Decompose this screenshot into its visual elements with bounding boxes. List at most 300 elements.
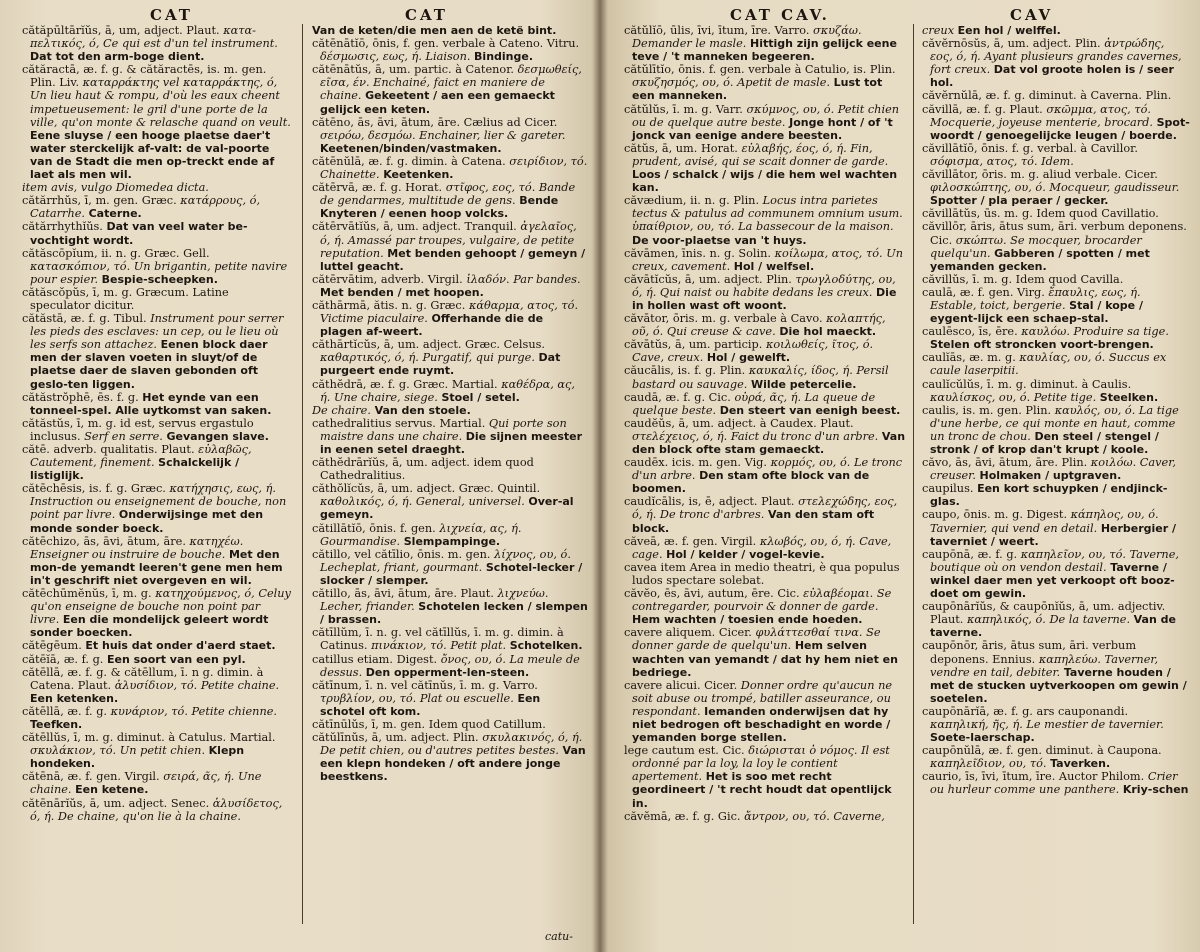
entry-dutch-translation: Onderwijsinge met den monde sonder boeck. xyxy=(30,508,264,535)
entry-definition: κατηχούμενος, ό, Celuy qu'on enseigne de bouche non point par livre. xyxy=(30,587,291,627)
dictionary-entry xyxy=(312,731,588,783)
entry-definition: Instrument pour serrer les pieds des esclaves: un cep, ou le lieu où les serfs son attachez. xyxy=(30,312,284,352)
dictionary-entry xyxy=(312,181,588,220)
entry-definition: πινάκιον, τό. Petit plat. xyxy=(371,639,507,653)
entry-definition: καπηλεῖον, ου, τό. Taverne, boutique où on vendon destail. xyxy=(930,547,1179,574)
dictionary-entry xyxy=(22,391,292,417)
dictionary-entry xyxy=(624,312,906,338)
dictionary-entry xyxy=(922,770,1190,796)
entry-headword: cătēnā, æ. f. gen. Virgil. xyxy=(22,770,160,784)
dictionary-entry xyxy=(624,194,906,246)
dictionary-entry xyxy=(624,587,906,626)
entry-definition: τρυβλίον, ου, τό. Plat ou escuelle. xyxy=(320,691,514,705)
entry-dutch-translation: Caterne. xyxy=(88,207,142,221)
dictionary-entry xyxy=(312,679,588,718)
entry-definition: Donner ordre qu'aucun ne soit abuse ou trompé, batiller asseurance, ou respondant. xyxy=(632,678,893,718)
entry-definition: καπηλεύω. Taverner, vendre en tail, debiter. xyxy=(930,652,1159,679)
entry-definition: Qui porte son maistre dans une chaire. xyxy=(320,416,567,443)
entry-headword: cătērvā, æ. f. g. Horat. xyxy=(312,181,443,195)
entry-headword: caudĕŭs, ā, um. adject. à Caudex. Plaut. xyxy=(624,416,854,430)
dictionary-entry xyxy=(22,312,292,391)
dictionary-entry xyxy=(624,744,906,809)
entry-headword: căvĕrnōsŭs, ā, um. adject. Plin. xyxy=(922,37,1101,51)
entry-dutch-translation: Gabberen / spotten / met yemanden gecken. xyxy=(930,246,1150,273)
entry-dutch-translation: Herbergier / taverniet / weert. xyxy=(930,521,1177,548)
dictionary-entry xyxy=(624,626,906,678)
entry-headword: caupōnōr, āris, ātus sum, āri. verbum deponens. Ennius. xyxy=(922,639,1137,666)
entry-definition: κοίλωμα, ατος, τό. Un creux, cavement. xyxy=(632,246,904,273)
catchword: catu- xyxy=(545,930,573,943)
dictionary-entry xyxy=(22,797,292,823)
entry-definition: κοιλωθείς, ῖτος, ό. Cave, creux. xyxy=(632,338,874,365)
entry-headword: caulis, is. m. gen. Plin. xyxy=(922,403,1052,417)
entry-dutch-translation: Stal / kope / eygent-lijck een schaep-stal. xyxy=(930,298,1143,326)
entry-dutch-translation: Dat vol groote holen is / seer hol. xyxy=(930,63,1174,90)
entry-headword: cătăstŭs, ī, m. g. id est, servus ergastulo inclusus. xyxy=(22,416,254,443)
right-page-column-1 xyxy=(624,24,906,944)
entry-headword: cătŭlītĭo, ōnis. f. gen. verbale à Catulio, is. Plin. xyxy=(624,63,896,77)
dictionary-entry xyxy=(22,653,292,666)
dictionary-entry xyxy=(22,535,292,587)
entry-headword: căvillātor, ōris. m. g. aliud verbale. Cicer. xyxy=(922,168,1158,182)
entry-definition: ἄντρον, ου, τό. Caverne, xyxy=(744,809,885,823)
entry-headword: căthārtĭcŭs, ā, um. adject. Græc. Celsus. xyxy=(312,338,545,352)
entry-headword: caudēx. icis. m. gen. Vig. xyxy=(624,456,768,470)
dictionary-entry xyxy=(624,391,906,417)
entry-dutch-translation: Gevangen slave. xyxy=(166,429,269,443)
entry-dutch-translation: Het is soo met recht geordineert / 't recht houdt dat opentlijck in. xyxy=(632,770,892,810)
entry-headword: caupōnārĭā, æ. f. g. ars cauponandi. xyxy=(922,704,1129,718)
entry-definition: σόφισμα, ατος, τό. Idem. xyxy=(930,154,1074,168)
entry-headword: cătŭs, ā, um. Horat. xyxy=(624,141,738,155)
dictionary-entry xyxy=(922,168,1190,207)
entry-definition: Serf en serre. xyxy=(84,429,163,443)
entry-definition: κορμός, ου, ό. Le tronc d'un arbre. xyxy=(632,456,903,483)
entry-headword: caudā, æ. f. g. Cic. xyxy=(624,390,731,404)
dictionary-entry xyxy=(624,535,906,561)
dictionary-entry xyxy=(312,37,588,63)
entry-definition: καυλίσκος, ου, ό. Petite tige. xyxy=(930,390,1097,404)
entry-dutch-translation: Et huis dat onder d'aerd staet. xyxy=(85,639,276,653)
entry-headword: lege cautum est. Cic. xyxy=(624,744,745,758)
entry-dutch-translation: Bespie-scheepken. xyxy=(101,272,218,286)
dictionary-entry xyxy=(312,417,588,456)
entry-dutch-translation: Taverken. xyxy=(1050,757,1111,771)
entry-headword: căvātĭcŭs, ā, um. adject. Plin. xyxy=(624,272,792,286)
entry-dutch-translation: Van den stoele. xyxy=(374,403,471,417)
dictionary-entry xyxy=(922,378,1190,404)
entry-headword: cătŭlĭō, ūlis, īvi, ītum, īre. Varro. xyxy=(624,24,810,37)
entry-dutch-translation: Bindinge. xyxy=(474,50,534,64)
entry-definition: κοιλόω. Caver, creuser. xyxy=(930,456,1176,483)
entry-dutch-translation: Eene sluyse / een hooge plaetse daer't water sterckelijk af-valt: de val-poorte van de Stadt die men op-treckt ende af laet als men wil. xyxy=(30,128,275,182)
dictionary-entry xyxy=(22,443,292,482)
dictionary-entry xyxy=(312,404,588,417)
entry-definition: κάπηλος, ου, ό. Tavernier, qui vend en detail. xyxy=(930,508,1159,535)
entry-dutch-translation: Den steert van eenigh beest. xyxy=(719,403,901,417)
entry-definition: ἁλυσίδετος, ό, ή. De chaine, qu'on lie à la chaine. xyxy=(30,796,283,823)
column-divider xyxy=(913,24,914,924)
entry-dutch-translation: Iemanden onderwijsen dat hy niet bedrogen oft beschadight en worde / yemanden borge stellen. xyxy=(632,704,891,745)
entry-headword: căvātŭs, ā, um. particip. xyxy=(624,338,763,352)
entry-headword: cătēchēsis, is. f. g. Græc. xyxy=(22,482,166,496)
dictionary-entry xyxy=(922,744,1190,770)
entry-definition: κυνάριον, τό. Petite chienne. xyxy=(110,704,278,718)
entry-headword: căthĕdrārĭŭs, ā, um. adject. idem quod Cathedralitius. xyxy=(312,456,534,483)
dictionary-entry xyxy=(22,731,292,770)
entry-dutch-translation: Een ketenken. xyxy=(30,691,119,705)
entry-dutch-translation: Schalckelijk / listiglijk. xyxy=(30,456,240,483)
entry-definition: ὄνος, ου, ό. La meule de dessus. xyxy=(320,652,580,679)
entry-dutch-translation: Schotelen lecken / slempen / brassen. xyxy=(320,600,588,627)
entry-headword: cătē. adverb. qualitatis. Plaut. xyxy=(22,443,195,456)
dictionary-entry xyxy=(312,482,588,521)
entry-headword: cătērvātĭŭs, ā, um. adject. Tranquil. xyxy=(312,220,517,234)
dictionary-entry xyxy=(922,456,1190,482)
entry-headword: căvĕmā, æ. f. g. Gic. xyxy=(624,809,741,823)
dictionary-entry xyxy=(922,89,1190,102)
dictionary-entry xyxy=(922,639,1190,704)
entry-headword: căthĕdrā, æ. f. g. Græc. Martial. xyxy=(312,377,498,391)
dictionary-entry xyxy=(22,666,292,705)
dictionary-entry xyxy=(624,24,906,63)
entry-definition: Crier ou hurleur comme une panthere. xyxy=(930,770,1178,797)
entry-dutch-translation: Hol / gewelft. xyxy=(706,351,791,365)
entry-definition: κατήχησις, εως, ή. Instruction ou enseignement de bouche, non point par livre. xyxy=(30,482,287,522)
dictionary-entry xyxy=(312,220,588,272)
entry-headword: căvĕrnŭlā, æ. f. g. diminut. à Caverna. Plin. xyxy=(922,89,1172,103)
entry-headword: cătēllā, æ. f. g. & cătēllum, ī. n g. dimin. à Catena. Plaut. xyxy=(22,665,264,692)
entry-definition: φυλάττεσθαί τινα. Se donner garde de quelqu'un. xyxy=(632,626,881,653)
entry-definition: εὐλαβῶς, Cautement, finement. xyxy=(30,443,252,470)
entry-dutch-translation: Jonge hont / of 't jonck van eenige andere beesten. xyxy=(632,115,893,142)
entry-headword: caudĭcālis, is, ē, adject. Plaut. xyxy=(624,495,795,509)
entry-definition: κλωβός, ου, ό, ή. Cave, cage. xyxy=(632,534,892,561)
entry-definition: καυλός, ου, ό. La tige d'une herbe, ce qui monte en haut, comme un tronc de chou. xyxy=(930,403,1179,443)
entry-definition: σκῶμμα, ατος, τό. Mocquerie, joyeuse menterie, brocard. xyxy=(930,102,1153,129)
entry-dutch-translation: Een soort van een pyl. xyxy=(107,652,246,666)
dictionary-entry xyxy=(922,325,1190,351)
dictionary-entry xyxy=(312,378,588,404)
entry-dutch-translation: Een die mondelijck geleert wordt sonder boecken. xyxy=(30,613,269,640)
entry-definition: δεσμωθείς, εῖσα, έν. Enchainé, faict en maniere de chaine. xyxy=(320,63,582,103)
dictionary-entry xyxy=(22,220,292,246)
dictionary-entry xyxy=(922,207,1190,220)
entry-headword: cătēnātĭō, ōnis, f. gen. verbale à Cateno. Vitru. xyxy=(312,37,580,51)
dictionary-entry xyxy=(312,653,588,679)
dictionary-entry xyxy=(312,24,588,37)
right-page xyxy=(600,0,1200,952)
dictionary-entry xyxy=(922,220,1190,272)
left-page-column-1 xyxy=(22,24,292,944)
dictionary-entry xyxy=(624,63,906,102)
dictionary-entry xyxy=(922,142,1190,168)
entry-headword: cătăstrŏphē, ēs. f. g. xyxy=(22,390,139,404)
entry-dutch-translation: Van den stam oft block. xyxy=(632,508,875,535)
entry-headword: cătīnum, ī. n. vel cătīnŭs, ī. m. g. Varro. xyxy=(312,678,538,692)
entry-headword: cătēgēum. xyxy=(22,639,82,653)
entry-definition: καπηλικός, ό. De la taverne. xyxy=(966,613,1131,627)
dictionary-entry xyxy=(312,299,588,338)
right-page-header-right: CAV xyxy=(1010,6,1054,24)
entry-dutch-translation: Den steel / stengel / stronk / of krop dan't krupt / koole. xyxy=(930,429,1159,456)
dictionary-entry xyxy=(312,587,588,626)
entry-headword: caulēsco, īs, ēre. xyxy=(922,325,1018,339)
entry-headword: căvātor, ōris. m. g. verbale à Cavo. xyxy=(624,312,823,326)
entry-dutch-translation: Wilde petercelie. xyxy=(750,377,857,391)
entry-headword: cătēnārĭŭs, ā, um. adject. Senec. xyxy=(22,796,210,810)
entry-definition: ἁλυσίδιον, τό. Petite chaine. xyxy=(114,678,280,692)
entry-definition: λίχνος, ου, ό. Lecheplat, friant, gourmant. xyxy=(320,547,571,574)
entry-definition: κατηχέω. Enseigner ou instruire de bouche. xyxy=(30,534,244,561)
entry-headword: cătērvātim, adverb. Virgil. xyxy=(312,272,463,286)
entry-definition: ἔπαυλις, εως, ή. Estable, toict, bergerie. xyxy=(930,285,1141,312)
entry-dutch-translation: Bende Knyteren / eenen hoop volcks. xyxy=(320,194,559,221)
entry-definition: εὐλαβέομαι. Se contregarder, pourvoir & donner de garde. xyxy=(632,587,892,614)
entry-dutch-translation: Schotelken. xyxy=(509,639,583,653)
entry-definition: καπηλική, ῆς, ή. Le mestier de tavernier. xyxy=(930,717,1164,731)
entry-dutch-translation: Met den mon-de yemandt leeren't gene men hem in't geschrift niet overgeven en wil. xyxy=(30,547,283,587)
entry-headword: cătēĭā, æ. f. g. xyxy=(22,652,104,666)
entry-headword: cătŭlīnŭs, ā, um. adject. Plin. xyxy=(312,731,479,745)
entry-headword: cavea item Area in medio theatri, è qua populus ludos spectare solebat. xyxy=(624,560,900,587)
entry-dutch-translation: Hol / welfsel. xyxy=(733,259,815,273)
entry-headword: cătēchizo, ās, āvi, ātum, āre. xyxy=(22,534,186,548)
dictionary-entry xyxy=(22,770,292,796)
dictionary-entry xyxy=(312,63,588,115)
entry-definition: ἰλαδόν. Par bandes. xyxy=(466,272,581,286)
dictionary-entry xyxy=(624,495,906,534)
entry-headword: căvædium, ii. n. g. Plin. xyxy=(624,194,760,208)
entry-definition: σειρόω, δεσμόω. Enchainer, lier & gareter. xyxy=(320,128,566,142)
entry-headword: caupilus. xyxy=(922,482,974,496)
left-page-column-2 xyxy=(312,24,588,944)
entry-definition: creux xyxy=(922,24,955,37)
entry-dutch-translation: Van de taverne. xyxy=(930,613,1176,640)
entry-dutch-translation: Klepn hondeken. xyxy=(30,744,245,771)
entry-dutch-translation: Den opperment-len-steen. xyxy=(365,665,530,679)
dictionary-entry xyxy=(312,548,588,587)
entry-definition: σειρίδιον, τό. Chainette. xyxy=(320,154,588,182)
entry-dutch-translation: Taverne houden / met de stucken uytverkoopen om gewin / soetelen. xyxy=(930,665,1187,705)
entry-dutch-translation: Spotter / pla peraer / gecker. xyxy=(930,194,1109,208)
entry-dutch-translation: Gekeetent / aen een gemaeckt gelijck een keten. xyxy=(320,89,555,116)
entry-headword: căthārmā, ătis. n. g. Græc. xyxy=(312,298,466,312)
dictionary-entry xyxy=(922,404,1190,456)
dictionary-entry xyxy=(22,587,292,639)
dictionary-entry xyxy=(922,508,1190,547)
dictionary-entry xyxy=(22,63,292,181)
entry-dutch-translation: Soete-laerschap. xyxy=(930,731,1035,745)
entry-headword: cătēchūmĕnŭs, ī, m. g. xyxy=(22,587,152,601)
entry-dutch-translation: Dat van veel water be-vochtight wordt. xyxy=(30,220,248,247)
entry-dutch-translation: Met benden / met hoopen. xyxy=(320,285,484,299)
entry-dutch-translation: Het eynde van een tonneel-spel. Alle uytkomst van saken. xyxy=(30,390,272,417)
right-page-header-left: CAT CAV. xyxy=(730,6,830,24)
entry-definition: λιχνεύω. Lecher, friander. xyxy=(320,587,549,614)
entry-dutch-translation: Van de keten/die men aen de ketë bint. xyxy=(312,24,557,37)
entry-headword: căvillā, æ. f. g. Plaut. xyxy=(922,102,1043,116)
dictionary-entry xyxy=(922,103,1190,142)
entry-definition: καθέδρα, ας, ή. Une chaire, siege. xyxy=(320,377,575,404)
entry-dutch-translation: Slempampinge. xyxy=(403,534,501,548)
entry-headword: căvillātĭō, ōnis. f. g. verbal. à Cavillor. xyxy=(922,141,1138,155)
dictionary-entry xyxy=(312,718,588,731)
entry-definition: De chaire. xyxy=(312,403,371,417)
dictionary-entry xyxy=(624,103,906,142)
dictionary-entry xyxy=(22,417,292,443)
entry-definition: εὐλαβής, έος, ό, ή. Fin, prudent, avisé, qui se scait donner de garde. xyxy=(632,141,889,168)
entry-definition: κατασκόπιον, τό. Un brigantin, petite navire pour espier. xyxy=(30,259,288,286)
entry-headword: cătărrhŭs, ī, m. gen. Græc. xyxy=(22,194,177,208)
dictionary-entry xyxy=(922,37,1190,89)
entry-definition: καθολικός, ό, ή. General, universel. xyxy=(320,495,525,509)
dictionary-entry xyxy=(922,482,1190,508)
entry-headword: cătăscōpĭum, ii. n. g. Græc. Gell. xyxy=(22,246,210,260)
entry-dutch-translation: Die sijnen meester in eenen setel draeght. xyxy=(320,429,583,456)
entry-headword: caupōnŭlā, æ. f. gen. diminut. à Caupona. xyxy=(922,744,1162,758)
entry-dutch-translation: Een kort schuypken / endjinck-glas. xyxy=(930,482,1168,509)
entry-definition: item avis, vulgo Diomedea dicta. xyxy=(22,181,209,195)
entry-definition: σκύμνος, ου, ό. Petit chien ou de quelque autre beste. xyxy=(632,102,900,129)
entry-headword: cătăractā, æ. f. g. & cătăractēs, is. m. gen. Plin. Liv. xyxy=(22,63,267,90)
dictionary-entry xyxy=(624,247,906,273)
entry-definition: καυλίας, ου, ό. Succus ex caule laserpitii. xyxy=(930,351,1167,378)
dictionary-entry xyxy=(624,417,906,456)
entry-definition: σκώπτω. Se mocquer, brocarder quelqu'un. xyxy=(930,233,1142,260)
dictionary-entry xyxy=(312,338,588,377)
entry-definition: ἀγελαῖος, ό, ή. Amassé par troupes, vulgaire, de petite reputation. xyxy=(320,220,577,260)
dictionary-entry xyxy=(922,273,1190,286)
entry-definition: κάθαρμα, ατος, τό. Victime piaculaire. xyxy=(320,298,579,326)
left-page-header-right: CAT xyxy=(405,6,448,24)
entry-headword: cavere alicui. Cicer. xyxy=(624,678,738,692)
book-gutter xyxy=(592,0,608,952)
dictionary-entry xyxy=(22,639,292,652)
dictionary-entry xyxy=(22,482,292,534)
left-page-header-left: CAT xyxy=(150,6,193,24)
right-page-column-2 xyxy=(922,24,1190,944)
column-divider xyxy=(302,24,303,924)
entry-headword: căvillōr, āris, ātus sum, āri. verbum deponens. Cic. xyxy=(922,220,1187,247)
dictionary-entry xyxy=(22,247,292,286)
entry-headword: cătillo, vel cătīlio, ōnis. m. gen. xyxy=(312,547,491,561)
entry-headword: cătīnūlŭs, ī, m. gen. Idem quod Catillum. xyxy=(312,717,546,731)
entry-dutch-translation: Hol / kelder / vogel-kevie. xyxy=(666,547,825,561)
entry-definition: καπηλεῖδιον, ου, τό. xyxy=(930,757,1047,771)
entry-headword: cătăstā, æ. f. g. Tibul. xyxy=(22,312,147,326)
dictionary-entry xyxy=(624,142,906,194)
entry-headword: căveā, æ. f. gen. Virgil. xyxy=(624,534,757,548)
entry-headword: cătēllŭs, ī, m. g. diminut. à Catulus. Martial. xyxy=(22,731,276,745)
entry-dutch-translation: Den stam ofte block van de boomen. xyxy=(632,469,870,496)
entry-definition: κολαπτής, οῦ, ό. Qui creuse & cave. xyxy=(632,312,886,339)
dictionary-entry xyxy=(922,24,1190,37)
entry-headword: căvāmen, īnis. n. g. Solin. xyxy=(624,246,772,260)
entry-headword: cătīllŭm, ī. n. g. vel cătīllŭs, ī. m. g. dimin. à Catinus. xyxy=(312,626,564,653)
entry-definition: στῖφος, εος, τό. Bande de gendarmes, multitude de gens. xyxy=(320,181,576,208)
entry-definition: καυκαλίς, ίδος, ή. Persil bastard ou sauvage. xyxy=(632,364,889,391)
entry-headword: caulĭās, æ. m. g. xyxy=(922,351,1016,365)
entry-dutch-translation: Dat purgeert ende ruymt. xyxy=(320,351,561,378)
entry-definition: φιλοσκώπτης, ου, ό. Mocqueur, gaudisseur. xyxy=(930,181,1180,195)
entry-dutch-translation: Die hol maeckt. xyxy=(779,325,877,339)
entry-headword: catillus etiam. Digest. xyxy=(312,652,438,666)
entry-headword: caupo, ōnis. m. g. Digest. xyxy=(922,508,1068,522)
dictionary-entry xyxy=(22,24,292,63)
entry-definition: λιχνεία, ας, ή. Gourmandise. xyxy=(320,521,522,548)
dictionary-entry xyxy=(22,181,292,194)
entry-dutch-translation: Kriy-schen xyxy=(1122,783,1189,797)
dictionary-entry xyxy=(22,705,292,731)
entry-dutch-translation: Die in hollen wast oft woont. xyxy=(632,285,897,312)
dictionary-entry xyxy=(312,273,588,299)
entry-dutch-translation: Lust tot een manneken. xyxy=(632,76,883,103)
dictionary-entry xyxy=(922,351,1190,377)
dictionary-entry xyxy=(312,155,588,181)
entry-headword: căvĕo, ēs, āvi, autum, ēre. Cic. xyxy=(624,587,800,601)
dictionary-entry xyxy=(922,600,1190,639)
dictionary-entry xyxy=(922,705,1190,744)
entry-dutch-translation: Stelen oft stroncken voort-brengen. xyxy=(930,338,1154,352)
entry-dutch-translation: Steelken. xyxy=(1099,390,1159,404)
entry-definition: διώρισται ὁ νόμος. Il est ordonné par la loy, la loy le contient apertement. xyxy=(632,744,890,784)
entry-headword: caurio, īs, īvi, ītum, īre. Auctor Philom. xyxy=(922,770,1145,784)
entry-dutch-translation: Hem wachten / toesien ende hoeden. xyxy=(632,613,863,627)
dictionary-entry xyxy=(22,286,292,312)
entry-definition: δέσμωσις, εως, ή. Liaison. xyxy=(320,50,471,64)
entry-headword: caupōnārĭŭs, & caupōnĭŭs, ā, um. adjectiv. Plaut. xyxy=(922,600,1166,627)
dictionary-entry xyxy=(624,364,906,390)
dictionary-entry xyxy=(624,273,906,312)
entry-dutch-translation: Dat tot den arm-boge dient. xyxy=(30,50,205,64)
entry-headword: cătillo, ās, āvi, ātum, āre. Plaut. xyxy=(312,587,494,601)
entry-definition: Locus intra parietes tectus & patulus ad communem omnium usum. ὑπαίθριον, ου, τό. La bassecour de la maison. xyxy=(632,194,903,234)
entry-headword: cătillātĭō, ōnis. f. gen. xyxy=(312,521,436,535)
entry-headword: cătăscŏpŭs, ī, m. g. Græcum. Latine speculator dicitur. xyxy=(22,285,229,312)
dictionary-entry xyxy=(312,116,588,155)
entry-headword: căthŏlĭcŭs, ā, um. adject. Græc. Quintil. xyxy=(312,482,541,496)
entry-dutch-translation: Hittigh zijn gelijck eene teve / 't manneken begeeren. xyxy=(632,37,897,64)
entry-headword: cătēllā, æ. f. g. xyxy=(22,704,108,718)
entry-definition: καυλόω. Produire sa tige. xyxy=(1021,325,1169,339)
entry-headword: căvillŭs, ī. m. g. Idem quod Cavilla. xyxy=(922,272,1124,286)
entry-definition: ἀντρώδης, εος, ό, ή. Ayant plusieurs grandes cavernes, fort creux. xyxy=(930,37,1182,77)
dictionary-entry xyxy=(22,194,292,220)
entry-dutch-translation: Keetenken. xyxy=(383,168,454,182)
entry-dutch-translation: Over-al gemeyn. xyxy=(320,495,574,522)
entry-headword: caulĭcŭlŭs, ī. m. g. diminut. à Caulis. xyxy=(922,377,1132,391)
entry-definition: σειρά, ᾶς, ή. Une chaine. xyxy=(30,770,262,797)
entry-definition: κατάρρους, ό, Catarrhe. xyxy=(30,194,261,221)
dictionary-entry xyxy=(624,810,906,823)
entry-dutch-translation: Schotel-lecker / slocker / slemper. xyxy=(320,560,583,587)
dictionary-entry xyxy=(624,338,906,364)
dictionary-entry xyxy=(624,561,906,587)
dictionary-entry xyxy=(922,286,1190,325)
entry-dutch-translation: Hem selven wachten van yemandt / dat hy hem niet en bedriege. xyxy=(632,639,898,679)
entry-headword: cătŭlŭs, ī. m. g. Varr. xyxy=(624,102,743,116)
entry-dutch-translation: Stoel / setel. xyxy=(441,390,520,404)
entry-dutch-translation: Een schotel oft kom. xyxy=(320,691,541,718)
entry-headword: cătăpūltārĭŭs, ā, um, adject. Plaut. xyxy=(22,24,220,37)
entry-definition: σκυλακινός, ό, ή. De petit chien, ou d'autres petites bestes. xyxy=(320,731,583,758)
dictionary-entry xyxy=(624,456,906,495)
entry-headword: cătēnŭlā, æ. f. g. dimin. à Catena. xyxy=(312,154,506,168)
entry-dutch-translation: Eenen block daer men der slaven voeten in sluyt/of de plaetse daer de slaven gebonden oft geslo-ten liggen. xyxy=(30,338,268,391)
entry-headword: cavere aliquem. Cicer. xyxy=(624,626,752,640)
dictionary-entry xyxy=(922,548,1190,600)
